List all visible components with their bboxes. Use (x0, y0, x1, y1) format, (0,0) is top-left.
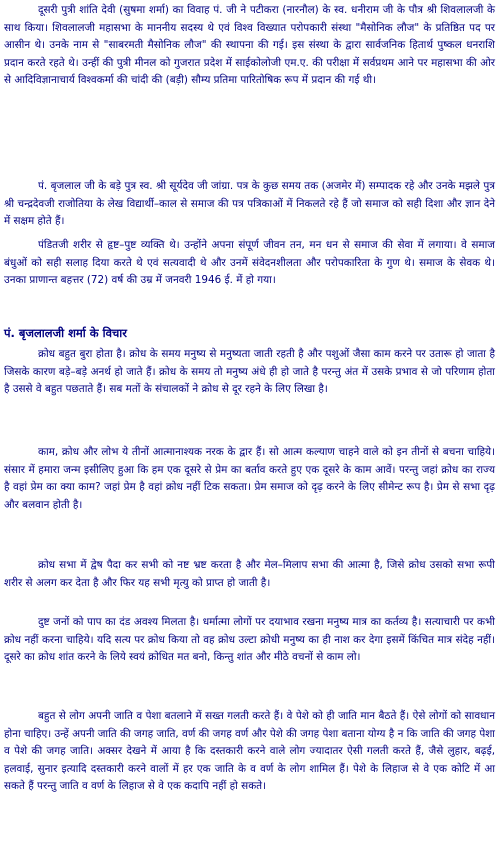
paragraph-suryadev-chandradev: पं. बृजलाल जी के बड़े पुत्र स्व. श्री सूर्यदेव जी जांग्रा. पत्र के कुछ समय तक (अजमेर में) सम्पादक रहे और उनके मझले पुत्र श्री चन्द्रदेवजी राजोतिया के लेख विद्यार्थी–काल से समाज की पत्र पत्रिकाओं में निकलते रहे हैं जो समाज को सही दिशा और ज्ञान देने में सक्षम होते हैं। (4, 180, 495, 228)
paragraph-panditji-life: पंडितजी शरीर से हृष्ट–पुष्ट व्यक्ति थे। उन्होंने अपना संपूर्ण जीवन तन, मन धन से समाज की सेवा में लगाया। वे समाज बंधुओं को सही सलाह दिया करते थे एवं सत्यवादी थे और उनमें संवेदनशीलता और परोपकारिता के गुण थे। समाज के सेवक थे। उनका प्राणान्त बहत्तर (72) वर्ष की उम्र में जनवरी 1946 ई. में हो गया। (4, 239, 495, 287)
paragraph-shanti-devi-marriage: दूसरी पुत्री शांति देवी (सुषमा शर्मा) का विवाह पं. जी ने पटीकरा (नारनौल) के स्व. धनीराम जी के पौत्र श्री शिवलालजी के साथ किया। शिवलालजी महासभा के माननीय सदस्य थे एवं विश्व विख्यात परोपकारी संस्था "मैसोनिक लौज" के प्रतिष्ठित पद पर आसीन थे। उनके नाम से "साबरमती मैसोनिक लौज" की स्थापना की गई। इस संस्था के द्वारा सार्वजनिक हितार्थ पुष्कल धनराशि प्रदान करते रहते थे। उन्हीं की पुत्री मीनल को गुजरात प्रदेश में साईकोलोजी एम.ए. की परीक्षा में सर्वप्रथम आने पर महासभा की ओर से आदिविज्ञानाचार्य विश्वकर्मा की चांदी की (बड़ी) सौम्य प्रतिमा पारितोषिक रूप में प्रदान की गई थी। (4, 4, 495, 87)
paragraph-jati-pesha: बहुत से लोग अपनी जाति व पेशा बतलाने में सख्त गलती करते हैं। वे पेशे को ही जाति मान बैठते हैं। ऐसे लोगों को सावधान होना चाहिए। उन्हें अपनी जाति की जगह जाति, वर्ण की जगह वर्ण और पेशे की जगह पेशा बताना योग्य है न कि जाति की जगह पेशा व पेशे की जगह जाति। अक्सर देखने में आया है कि दस्तकारी करने वाले लोग ज्यादातर ऐसी गलती करते हैं, जैसे लुहार, बढ़ई, हलवाई, सुनार इत्यादि दस्तकारी करने वालों में हर एक जाति के व वर्ण के लोग शामिल हैं। पेशे के लिहाज से वे एक कोटि में आ सकते हैं परन्तु जाति व वर्ण के लिहाज से वे एक कदापि नहीं हो सकते। (4, 710, 495, 793)
section-heading-vichar: पं. बृजलालजी शर्मा के विचार (4, 326, 127, 340)
paragraph-dusht-jan: दुष्ट जनों को पाप का दंड अवश्य मिलता है। धर्मात्मा लोगों पर दयाभाव रखना मनुष्य मात्र का कर्तव्य है। सत्याचारी पर कभी क्रोध नहीं करना चाहिये। यदि सत्य पर क्रोध किया तो वह क्रोध उल्टा क्रोधी मनुष्य का ही नाश कर देगा इसमें किंचित मात्र संदेह नहीं। दूसरे का क्रोध शांत करने के लिये स्वयं क्रोधित मत बनो, किन्तु शांत और मीठे वचनों से काम लो। (4, 616, 495, 664)
paragraph-sabha-dvesh: क्रोध सभा में द्वेष पैदा कर सभी को नष्ट भ्रष्ट करता है और मेल–मिलाप सभा की आत्मा है, जिसे क्रोध उसको सभा रूपी शरीर से अलग कर देता है और फिर यह सभी मृत्यु को प्राप्त हो जाती है। (4, 559, 495, 589)
paragraph-krodh: क्रोध बहुत बुरा होता है। क्रोध के समय मनुष्य से मनुष्यता जाती रहती है और पशुओं जैसा काम करने पर उतारू हो जाता है जिसके कारण बड़े–बड़े अनर्थ हो जाते हैं। क्रोध के समय तो मनुष्य अंधे ही हो जाते है परन्तु अंत में उसके प्रभाव से जो परिणाम होता है उससे वे बहुत पछताते हैं। सब मतों के संचालकों ने क्रोध से दूर रहने के लिए लिखा है। (4, 348, 495, 396)
paragraph-kaam-krodh-lobh: काम, क्रोध और लोभ ये तीनों आत्मानाश्यक नरक के द्वार हैं। सो आत्म कल्याण चाहने वाले को इन तीनों से बचना चाहिये। संसार में हमारा जन्म इसीलिए हुआ कि हम एक दूसरे से प्रेम का बर्ताव करते हुए एक दूसरे के काम आवें। परन्तु जहां क्रोध का राज्य है वहां प्रेम का क्या काम? जहां प्रेम है वहां क्रोध नहीं टिक सकता। प्रेम समाज को दृढ़ करने के लिए सीमेन्ट रूप है। प्रेम से सभा दृढ़ और बलवान होती है। (4, 446, 495, 511)
